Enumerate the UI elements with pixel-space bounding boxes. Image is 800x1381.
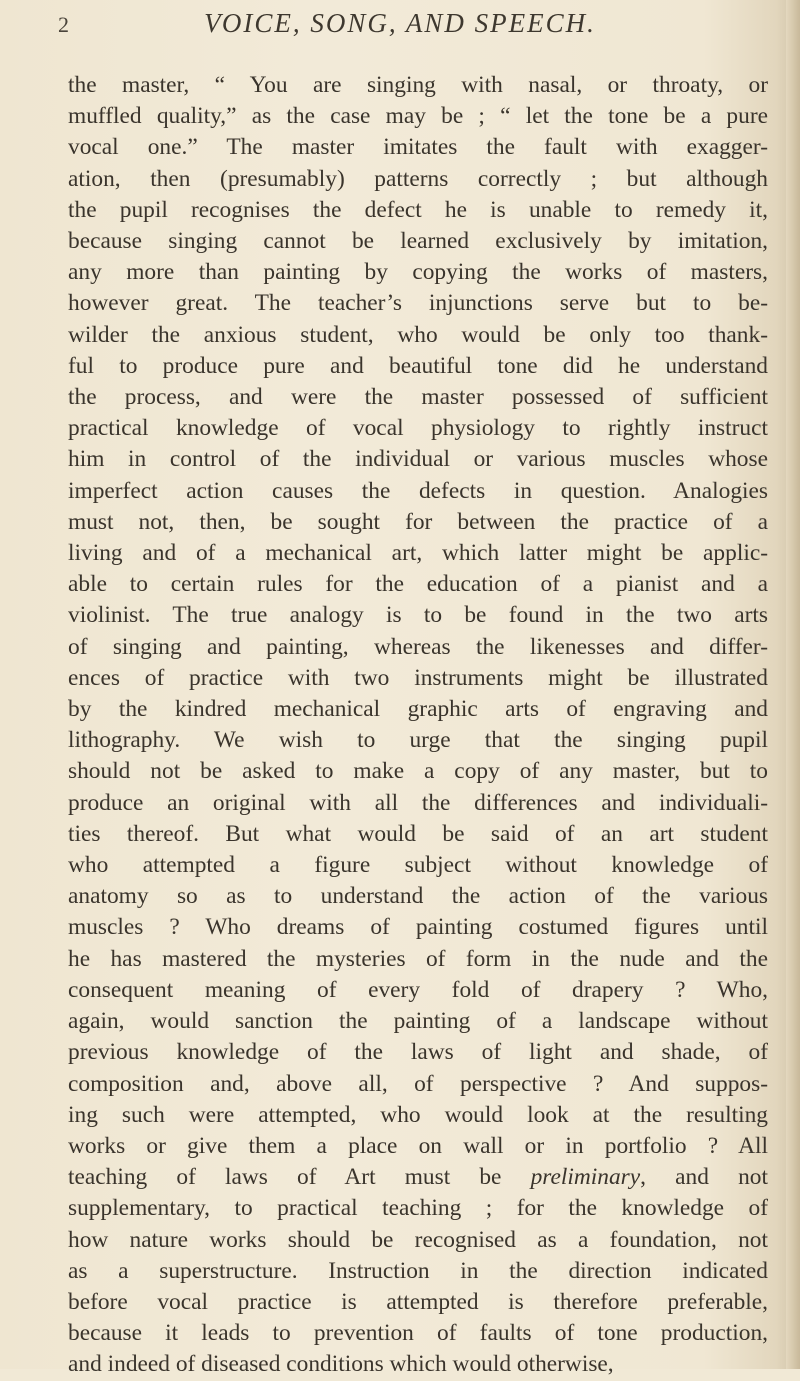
text-line: because singing cannot be learned exclusively by imitation, — [68, 228, 768, 255]
text-line: muscles ? Who dreams of painting costumed figures until — [68, 914, 768, 941]
text-line: imperfect action causes the defects in question. Analogies — [68, 477, 768, 504]
text-line: living and of a mechanical art, which latter might be applic- — [68, 540, 768, 567]
text-line: and indeed of diseased conditions which would otherwise, — [68, 1351, 614, 1378]
text-line: however great. The teacher’s injunctions serve but to be- — [68, 290, 768, 317]
text-line: muffled quality,” as the case may be ; “ let the tone be a pure — [68, 103, 768, 130]
text-line: him in control of the individual or various muscles whose — [68, 446, 768, 473]
text-line: works or give them a place on wall or in portfolio ? All — [68, 1132, 768, 1159]
body-text — [68, 70, 768, 1381]
text-line: again, would sanction the painting of a landscape without — [68, 1008, 768, 1035]
text-line: how nature works should be recognised as a foundation, not — [68, 1226, 768, 1253]
text-line: lithography. We wish to urge that the singing pupil — [68, 727, 768, 754]
text-line: previous knowledge of the laws of light and shade, of — [68, 1039, 768, 1066]
text-line: must not, then, be sought for between the practice of a — [68, 508, 768, 535]
text-line: should not be asked to make a copy of any master, but to — [68, 758, 768, 785]
text-line: able to certain rules for the education of a pianist and a — [68, 571, 768, 598]
text-line: as a superstructure. Instruction in the direction indicated — [68, 1257, 768, 1284]
text-line: vocal one.” The master imitates the fault with exagger- — [68, 134, 768, 161]
text-line: wilder the anxious student, who would be only too thank- — [68, 321, 768, 348]
text-line: produce an original with all the differences and individuali- — [68, 789, 768, 816]
text-line: consequent meaning of every fold of drapery ? Who, — [68, 976, 768, 1003]
text-line: ences of practice with two instruments might be illustrated — [68, 664, 768, 691]
text-line: teaching of laws of Art must be preliminary, and not — [68, 1164, 768, 1191]
text-line: by the kindred mechanical graphic arts of engraving and — [68, 696, 768, 723]
text-line: supplementary, to practical teaching ; for the knowledge of — [68, 1195, 768, 1222]
text-line: the master, “ You are singing with nasal, or throaty, or — [68, 72, 768, 98]
text-line: the pupil recognises the defect he is unable to remedy it, — [68, 196, 768, 223]
text-line: practical knowledge of vocal physiology to rightly instruct — [68, 415, 768, 442]
running-head: VOICE, SONG, AND SPEECH. — [204, 8, 596, 38]
page-edge — [786, 0, 800, 1369]
text-line: of singing and painting, whereas the likenesses and differ- — [68, 633, 768, 660]
emphasis-text: preliminary — [530, 1164, 641, 1191]
text-line: before vocal practice is attempted is therefore preferable, — [68, 1288, 768, 1315]
page-number: 2 — [58, 12, 69, 37]
text-line: because it leads to prevention of faults of tone production, — [68, 1320, 768, 1347]
text-line: ties thereof. But what would be said of an art student — [68, 820, 768, 847]
text-line: any more than painting by copying the works of masters, — [68, 259, 768, 286]
text-line: anatomy so as to understand the action of the various — [68, 883, 768, 910]
text-line: ful to produce pure and beautiful tone did he understand — [68, 352, 768, 379]
text-line: ing such were attempted, who would look at the resulting — [68, 1101, 768, 1128]
text-line: composition and, above all, of perspective ? And suppos- — [68, 1070, 768, 1097]
text-line: the process, and were the master possessed of sufficient — [68, 384, 768, 411]
page-header — [0, 8, 800, 48]
text-line: he has mastered the mysteries of form in the nude and the — [68, 945, 768, 972]
text-line: violinist. The true analogy is to be found in the two arts — [68, 602, 768, 629]
text-line: who attempted a figure subject without knowledge of — [68, 852, 768, 879]
text-line: ation, then (presumably) patterns correctly ; but although — [68, 165, 768, 192]
